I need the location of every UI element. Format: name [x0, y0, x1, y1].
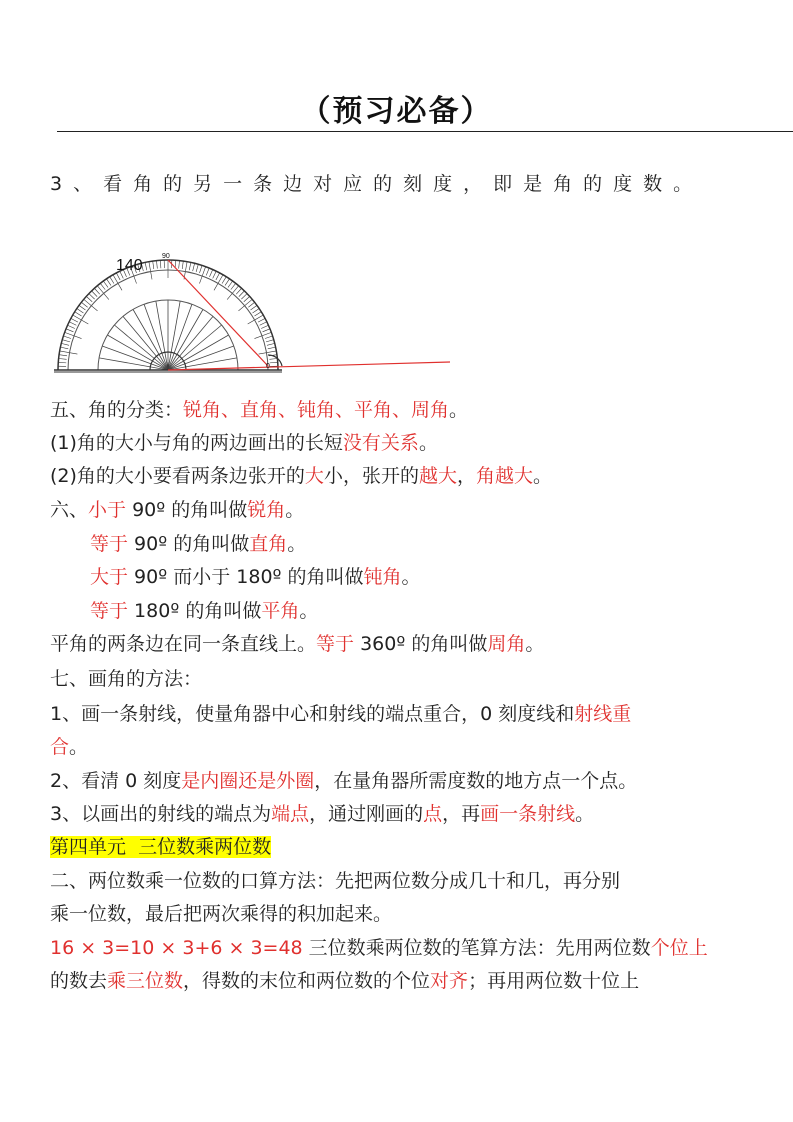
protractor-tick	[73, 315, 89, 324]
unit-4-heading-line	[50, 833, 271, 861]
protractor-tick	[214, 275, 223, 291]
protractor-tick	[59, 359, 67, 360]
section-6-line-4	[90, 597, 318, 625]
written-method-line-1	[50, 934, 708, 962]
protractor-tick	[58, 362, 66, 363]
cond-greater: 大于	[90, 566, 129, 588]
written-method-text-d: ；再用两位数十位上	[468, 970, 640, 992]
rule-2-end: 。	[533, 465, 553, 487]
protractor-tick	[71, 318, 78, 322]
cond-equal: 等于	[90, 600, 129, 622]
term-full: 周角	[487, 633, 526, 655]
def-text: 180º 的角叫做	[128, 600, 262, 622]
rule-2-text-b: 小，张开的	[323, 465, 419, 487]
protractor-tick	[228, 281, 233, 287]
method-3-key-a: 端点	[271, 803, 310, 825]
protractor-tick	[239, 291, 245, 297]
term-right: 直角	[249, 533, 288, 555]
straight-angle-note: 平角的两条边在同一条直线上。	[50, 633, 317, 655]
protractor-tick	[69, 322, 76, 326]
protractor-tick	[265, 336, 273, 338]
protractor-tick	[63, 336, 71, 338]
protractor-tick	[94, 288, 99, 294]
protractor-label-90: 90	[162, 253, 170, 260]
term-acute: 锐角	[247, 499, 286, 521]
full-angle-line	[50, 630, 544, 658]
method-3-text: 3、以画出的射线的端点为	[50, 803, 272, 825]
protractor-tick	[231, 283, 236, 289]
protractor-tick	[77, 308, 84, 312]
protractor-tick	[200, 265, 202, 273]
section-7-heading: 七、画角的方法：	[50, 668, 203, 690]
protractor-tick	[60, 351, 78, 354]
protractor-tick	[216, 273, 220, 280]
protractor-tick	[244, 296, 250, 301]
section-6-prefix: 六、	[50, 499, 89, 521]
protractor-label-0: 0	[266, 363, 270, 370]
protractor-tick	[258, 318, 265, 322]
section-5-line	[50, 396, 468, 424]
method-3-line	[50, 800, 594, 828]
section-6-line-3	[90, 563, 421, 591]
protractor-tick	[263, 329, 270, 332]
written-method-line-2	[50, 967, 639, 995]
protractor-tick	[213, 271, 217, 278]
section-5-end: 。	[449, 399, 469, 421]
def-end: 。	[525, 633, 545, 655]
rule-2-comma: ，	[456, 465, 476, 487]
rule-1-line	[50, 429, 438, 457]
written-method-key-a: 个位上	[650, 937, 708, 959]
protractor-tick	[196, 264, 198, 272]
protractor-tick	[61, 343, 69, 345]
def-text: 90º 的角叫做	[128, 533, 250, 555]
protractor-tick	[179, 261, 180, 269]
protractor-tick	[110, 277, 114, 284]
protractor-label-140: 140	[116, 257, 143, 274]
protractor-tick	[241, 294, 247, 300]
protractor-tick	[260, 322, 267, 326]
def-end: 。	[299, 600, 319, 622]
protractor-tick	[248, 315, 264, 324]
oral-method-line-2: 乘一位数，最后把两次乘得的积加起来。	[50, 903, 393, 925]
protractor-tick	[157, 261, 158, 269]
protractor-tick	[160, 260, 161, 268]
written-method-key-b: 乘三位数	[107, 970, 184, 992]
written-method-key-c: 对齐	[430, 970, 469, 992]
method-1-line	[50, 700, 631, 728]
method-3-text-b: ，通过刚画的	[309, 803, 424, 825]
protractor-tick	[269, 359, 277, 360]
protractor-tick	[225, 279, 229, 286]
rule-2-key-a: 大	[304, 465, 324, 487]
cond-equal: 等于	[316, 633, 355, 655]
protractor-tick	[270, 362, 278, 363]
protractor-tick	[255, 312, 262, 316]
method-3-text-c: ，再	[442, 803, 481, 825]
section-5-prefix: 五、角的分类：	[50, 399, 184, 421]
def-end: 。	[401, 566, 421, 588]
protractor-tick	[236, 288, 241, 294]
title-divider	[57, 131, 793, 132]
method-1-key-cont: 合	[50, 736, 70, 758]
protractor-tick	[259, 351, 277, 354]
protractor-tick	[267, 343, 275, 345]
unit-4-heading: 第四单元 三位数乘两位数	[50, 836, 272, 858]
protractor-tick	[62, 340, 70, 342]
method-2-key: 是内圈还是外圈	[181, 770, 315, 792]
protractor-tick	[81, 302, 87, 307]
rule-1-text: (1)角的大小与角的两边画出的长短	[50, 432, 343, 454]
section-6-line-2	[90, 530, 306, 558]
protractor-tick	[106, 279, 110, 286]
protractor-tick	[149, 262, 152, 280]
protractor-tick	[103, 281, 108, 287]
def-text: 360º 的角叫做	[354, 633, 488, 655]
section-6-line-1	[50, 496, 304, 524]
protractor-tick	[68, 325, 75, 328]
cond-less: 小于	[88, 499, 127, 521]
protractor-tick	[92, 291, 98, 297]
method-1-end: 。	[69, 736, 89, 758]
written-method-text-b: 的数去	[50, 970, 108, 992]
protractor-tick	[253, 308, 260, 312]
rule-2-line	[50, 462, 552, 490]
protractor-tick	[251, 305, 257, 310]
cond-equal: 等于	[90, 533, 129, 555]
protractor-tick	[261, 325, 268, 328]
written-method-text: 三位数乘两位数的笔算方法：先用两位数	[302, 937, 651, 959]
example-calc: 16 × 3=10 × 3+6 × 3=48	[50, 937, 303, 959]
def-text: 90º 的角叫做	[126, 499, 248, 521]
written-method-text-c: ，得数的末位和两位数的个位	[183, 970, 431, 992]
method-1-key: 射线重	[574, 703, 632, 725]
page-title: （预习必备）	[300, 94, 493, 129]
term-obtuse: 钝角	[363, 566, 402, 588]
method-1-line-cont	[50, 733, 88, 761]
method-2-text: 2、看清 0 刻度	[50, 770, 182, 792]
protractor-tick	[79, 305, 85, 310]
rule-2-text: (2)角的大小要看两条边张开的	[50, 465, 305, 487]
protractor-tick	[189, 262, 191, 270]
protractor-tick	[209, 270, 212, 277]
method-2-text-b: ，在量角器所需度数的地方点一个点。	[314, 770, 638, 792]
method-2-line	[50, 767, 637, 795]
method-3-key-c: 画一条射线	[480, 803, 576, 825]
protractor-tick	[206, 268, 209, 275]
protractor-tick	[182, 261, 183, 269]
method-3-end: 。	[575, 803, 595, 825]
protractor-tick	[113, 275, 122, 291]
protractor-tick	[60, 347, 68, 349]
def-text: 90º 而小于 180º 的角叫做	[128, 566, 364, 588]
protractor-tick	[222, 277, 226, 284]
protractor-tick	[153, 261, 154, 269]
method-1-text: 1、画一条射线，使量角器中心和射线的端点重合，0 刻度线和	[50, 703, 575, 725]
protractor-tick	[193, 263, 195, 271]
step-3-text: 3、看角的另一条边对应的刻度，即是角的度数。	[50, 173, 704, 195]
term-straight: 平角	[261, 600, 300, 622]
def-end: 。	[287, 533, 307, 555]
protractor-tick	[86, 296, 92, 301]
protractor-tick	[266, 340, 274, 342]
protractor-tick	[268, 347, 276, 349]
protractor-tick	[248, 302, 254, 307]
protractor-tick	[100, 283, 105, 289]
protractor-tick	[66, 329, 73, 332]
protractor-tick	[145, 262, 147, 270]
method-3-key-b: 点	[423, 803, 443, 825]
rule-2-key-b: 越大	[418, 465, 457, 487]
protractor-tick	[89, 294, 95, 300]
oral-method-line-1: 二、两位数乘一位数的口算方法：先把两位数分成几十和几，再分别	[50, 870, 621, 892]
protractor-illustration	[50, 240, 470, 380]
angle-types: 锐角、直角、钝角、平角、周角	[183, 399, 450, 421]
def-end: 。	[285, 499, 305, 521]
rule-1-end: 。	[418, 432, 438, 454]
rule-1-key: 没有关系	[342, 432, 419, 454]
rule-2-key-c: 角越大	[475, 465, 533, 487]
protractor-tick	[75, 312, 82, 316]
